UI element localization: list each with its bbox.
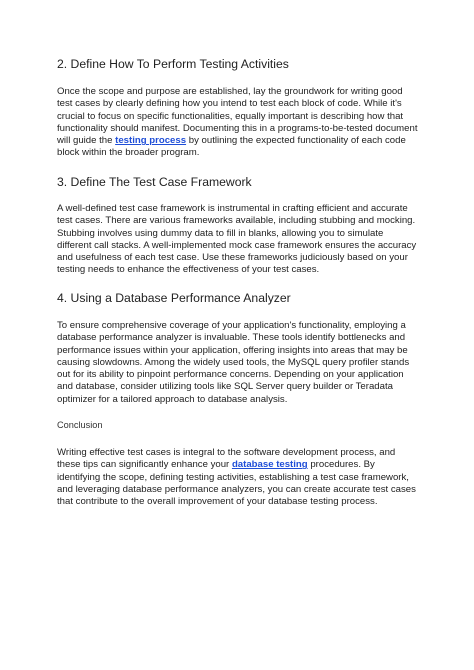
section-4-paragraph: To ensure comprehensive coverage of your application's functionality, employing a database performance analyzer is invaluable. These tools identify bottlenecks and performance issues within your application, offering insights into areas that may be causing slowdowns. Among the widely used tools, the MySQL query profiler stands out for its ability to pinpoint performance concerns. Depending on your application and database, consider utilizing tools like SQL Server query builder or Teradata optimizer for a tailored approach to database analysis. (57, 320, 410, 405)
conclusion-text-end: procedures. By identifying the scope, defining testing activities, establishing a test case framework, and leveraging database performance analyzers, you can create accurate test cases that contribute to the overall improvement of your database testing process. (57, 459, 416, 508)
database-testing-link[interactable]: database testing (231, 459, 308, 471)
section-2-heading: 2. Define How To Perform Testing Activities (57, 57, 289, 71)
conclusion-paragraph (57, 447, 419, 508)
section-3-heading: 3. Define The Test Case Framework (57, 175, 252, 189)
section-2-paragraph (57, 86, 419, 160)
conclusion-heading: Conclusion (57, 420, 103, 430)
section-4-heading: 4. Using a Database Performance Analyzer (57, 291, 291, 305)
section-2-text-end: by outlining the expected functionality of each code block within the broader program. (57, 135, 406, 159)
conclusion-text-start: Writing effective test cases is integral to the software development process, and these tips can significantly enhance your (57, 447, 396, 471)
section-3-paragraph: A well-defined test case framework is instrumental in crafting efficient and accurate test cases. There are various frameworks available, including stubbing and mocking. Stubbing involves using dummy data to fill in blanks, allowing you to simulate different call stacks. A well-implemented mock case framework ensures the accuracy and usefulness of each test case. Use these frameworks judiciously based on your testing needs to enhance the effectiveness of your test cases. (57, 203, 417, 276)
testing-process-link[interactable]: testing process (115, 135, 187, 147)
section-2-text-start: Once the scope and purpose are established, lay the groundwork for writing good test cases by clearly defining how you intend to test each block of code. While it's crucial to focus on specific functionalities, equally important is describing how that functionality should manifest. Documenting this in a programs-to-be-tested document will guide the (57, 86, 418, 147)
